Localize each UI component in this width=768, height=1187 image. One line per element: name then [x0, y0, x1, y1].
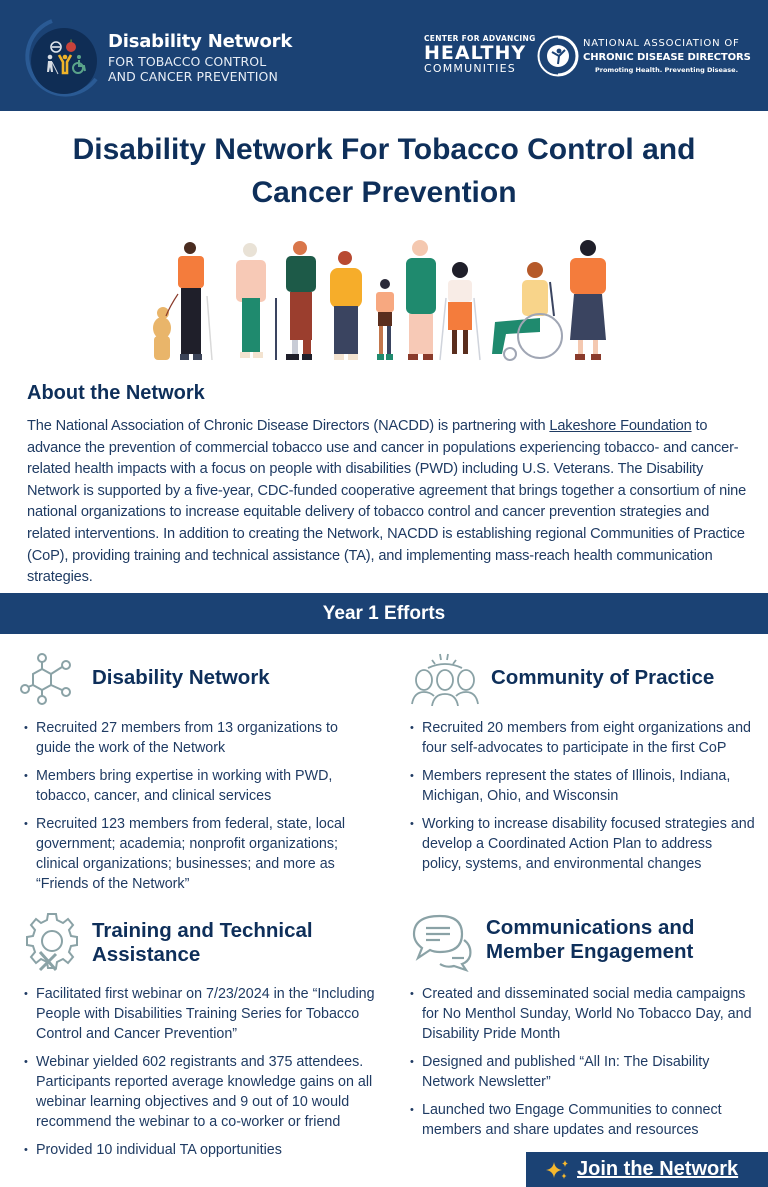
- list-item: • Members represent the states of Illinois, Indiana, Michigan, Ohio, and Wisconsin: [410, 766, 755, 806]
- section-heading-community-of-practice: Community of Practice: [491, 666, 715, 689]
- dn-logo-title: Disability Network: [108, 31, 293, 52]
- nacdd-line1: NATIONAL ASSOCIATION OF: [583, 38, 740, 49]
- communications-bullets: [410, 984, 755, 1148]
- list-item: • Designed and published “All In: The Disability Network Newsletter”: [410, 1052, 755, 1092]
- communications-heading-line2: Member Engagement: [486, 940, 694, 963]
- chc-logo-line2: HEALTHY: [424, 42, 527, 64]
- page-title-line1: Disability Network For Tobacco Control and: [72, 133, 696, 166]
- dn-logo-subtitle-2: AND CANCER PREVENTION: [108, 69, 278, 84]
- list-item: • Recruited 123 members from federal, state, local government; academia; nonprofit organizations; clinical organizations; businesses; and more as “Friends of the Network”: [24, 814, 364, 894]
- community-of-practice-bullets: [410, 718, 755, 882]
- person-2: [236, 243, 276, 360]
- year1-efforts-banner: Year 1 Efforts: [0, 593, 768, 634]
- lakeshore-foundation-link[interactable]: Lakeshore Foundation: [549, 418, 692, 434]
- person-6: [406, 240, 436, 360]
- about-heading: About the Network: [27, 382, 205, 404]
- person-9: [570, 240, 606, 360]
- chc-logo-line3: COMMUNITIES: [424, 62, 516, 75]
- section-heading-training: [92, 919, 313, 967]
- diverse-people-illustration: [150, 236, 620, 364]
- chat-bubbles-icon: [410, 912, 474, 972]
- dn-logo-subtitle-1: FOR TOBACCO CONTROL: [108, 54, 267, 69]
- section-heading-disability-network: Disability Network: [92, 666, 270, 689]
- list-item: • Launched two Engage Communities to connect members and share updates and resources: [410, 1100, 755, 1140]
- list-item: • Webinar yielded 602 registrants and 375 attendees. Participants reported average knowledge gains on all webinar learning objectives and 9 out of 10 would recommend the webinar to a co-worker or friend: [24, 1052, 382, 1132]
- person-1: [166, 242, 212, 360]
- communications-heading-line1: Communications and: [486, 916, 695, 939]
- list-item: • Recruited 20 members from eight organizations and four self-advocates to participate in the first CoP: [410, 718, 755, 758]
- chc-logo: [424, 34, 536, 75]
- person-8-wheelchair: [492, 262, 562, 360]
- section-heading-communications: [486, 916, 694, 964]
- list-item: • Provided 10 individual TA opportunities: [24, 1140, 382, 1160]
- nacdd-line2: CHRONIC DISEASE DIRECTORS: [583, 52, 751, 63]
- nacdd-tagline: Promoting Health. Preventing Disease.: [595, 66, 739, 74]
- about-text-after-link: to advance the prevention of commercial tobacco use and cancer in populations experiencing tobacco- and cancer-related health impacts with a focus on people with disabilities (PWD) including U.S. Veterans. The Disability Network is supported by a five-year, CDC-funded cooperative agreement that brings together a consortium of nine national organizations to increase equitable delivery of tobacco control and cancer prevention strategies and related interventions. In addition to creating the Network, NACDD is establishing regional Communities of Practice (CoP), providing training and technical assistance (TA), and implementing mass-reach health communication strategies.: [27, 418, 747, 586]
- page-title-line2: Cancer Prevention: [251, 176, 517, 209]
- person-5: [376, 279, 394, 360]
- page-title: [0, 128, 768, 214]
- header-banner: [0, 0, 768, 111]
- about-paragraph: [27, 416, 752, 589]
- list-item: • Working to increase disability focused strategies and develop a Coordinated Action Plan to address policy, systems, and environmental changes: [410, 814, 755, 874]
- training-heading-line2: Assistance: [92, 943, 201, 966]
- person-7: [440, 262, 480, 360]
- guide-dog-figure: [153, 307, 171, 360]
- list-item: • Recruited 27 members from 13 organizations to guide the work of the Network: [24, 718, 364, 758]
- disability-network-logo-icon: [22, 17, 100, 97]
- training-bullets: [24, 984, 382, 1168]
- gear-tools-icon: [26, 912, 78, 972]
- person-4: [330, 251, 362, 360]
- join-the-network-button[interactable]: [526, 1152, 768, 1187]
- join-the-network-label: Join the Network: [577, 1158, 739, 1180]
- disability-network-bullets: [24, 718, 364, 902]
- list-item: • Facilitated first webinar on 7/23/2024 in the “Including People with Disabilities Training Series for Tobacco Control and Cancer Prevention”: [24, 984, 382, 1044]
- nacdd-logo-icon: [537, 35, 579, 77]
- list-item: • Created and disseminated social media campaigns for No Menthol Sunday, World No Tobacco Day, and Disability Pride Month: [410, 984, 755, 1044]
- group-people-icon: [410, 650, 480, 706]
- chc-logo-line1: CENTER FOR ADVANCING: [424, 34, 536, 43]
- training-heading-line1: Training and Technical: [92, 919, 313, 942]
- list-item: • Members bring expertise in working with PWD, tobacco, cancer, and clinical services: [24, 766, 364, 806]
- about-text-before-link: The National Association of Chronic Disease Directors (NACDD) is partnering with: [27, 418, 550, 434]
- person-3: [286, 241, 316, 360]
- sparkle-icon: [545, 1159, 571, 1181]
- network-nodes-icon: [20, 649, 78, 707]
- nacdd-logo-text: [583, 38, 751, 74]
